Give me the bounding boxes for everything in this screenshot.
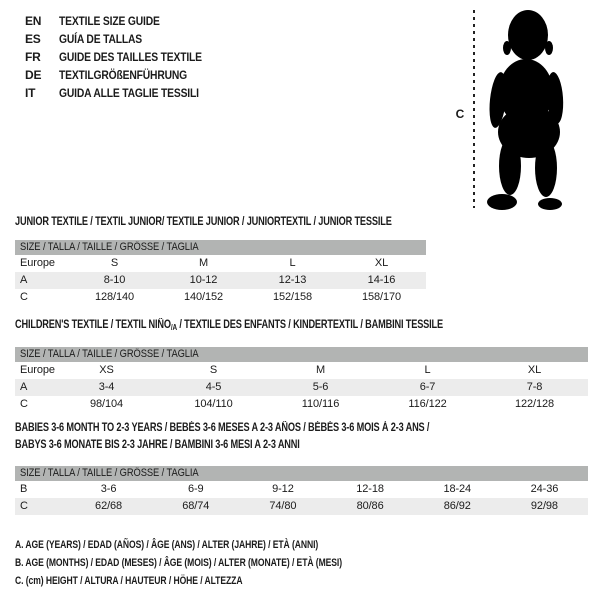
table-row-europe [15,362,588,379]
size-cell: M [315,364,326,376]
lang-title: GUIDA ALLE TAGLIE TESSILI [59,86,199,100]
language-header [25,12,225,102]
baby-silhouette-shape [487,10,565,210]
size-cell: S [110,257,119,269]
height-cell: 128/140 [94,291,135,303]
height-measure-dashed-line [473,10,475,208]
age-cell: 6-7 [419,381,436,393]
children-table-header-band [15,347,588,362]
age-cell: 18-24 [443,483,472,495]
row-label: A [20,274,28,286]
legend-line-c: C. (cm) HEIGHT / ALTURA / HAUTEUR / HÖHE / ALTEZZA [15,575,243,587]
age-cell: 4-5 [205,381,222,393]
table-row-height [15,289,426,306]
row-label: C [20,291,28,303]
height-cell: 152/158 [272,291,313,303]
lang-row-es [25,30,225,48]
age-cell: 6-9 [187,483,204,495]
row-label: C [20,398,28,410]
height-cell: 62/68 [95,500,123,512]
babies-table-title-line2: BABYS 3-6 MONATE BIS 2-3 JAHRE / BAMBINI 3-6 MESI A 2-3 ANNI [15,439,300,451]
babies-table-header-band [15,466,588,481]
legend-line-a: A. AGE (YEARS) / EDAD (AÑOS) / ÂGE (ANS) / ALTER (JAHRE) / ETÀ (ANNI) [15,539,319,551]
lang-title: TEXTILGRÖßENFÜHRUNG [59,68,188,82]
lang-code: EN [25,14,42,28]
lang-row-de [25,66,225,84]
babies-size-table [15,466,588,515]
size-band-label: SIZE / TALLA / TAILLE / GRÖSSE / TAGLIA [20,241,199,253]
children-title-subscript: /A [170,323,177,332]
lang-title: GUÍA DE TALLAS [59,32,143,46]
row-label: C [20,500,28,512]
lang-code: FR [25,50,41,64]
baby-silhouette-image [485,8,585,210]
lang-code: ES [25,32,41,46]
lang-title: TEXTILE SIZE GUIDE [59,14,160,28]
row-label: Europe [20,364,55,376]
height-cell: 80/86 [356,500,384,512]
size-cell: M [198,257,209,269]
height-cell: 86/92 [443,500,471,512]
junior-table-title: JUNIOR TEXTILE / TEXTIL JUNIOR/ TEXTILE JUNIOR / JUNIORTEXTIL / JUNIOR TESSILE [15,216,392,228]
size-cell: XL [374,257,389,269]
table-row-age-months [15,481,588,498]
height-cell: 158/170 [361,291,402,303]
age-cell: 8-10 [103,274,126,286]
row-label: A [20,381,28,393]
lang-row-it [25,84,225,102]
size-cell: L [289,257,296,269]
age-cell: 14-16 [367,274,396,286]
lang-row-fr [25,48,225,66]
height-cell: 92/98 [530,500,558,512]
age-cell: 12-13 [278,274,307,286]
size-cell: XL [527,364,542,376]
table-row-age [15,272,426,289]
height-measure-label: C [455,107,465,121]
size-band-label: SIZE / TALLA / TAILLE / GRÖSSE / TAGLIA [20,467,199,479]
table-row-height [15,396,588,413]
row-label: B [20,483,28,495]
lang-title: GUIDE DES TAILLES TEXTILE [59,50,202,64]
babies-table-title-line1: BABIES 3-6 MONTH TO 2-3 YEARS / BEBÉS 3-6 MESES A 2-3 AÑOS / BÉBÉS 3-6 MOIS À 2-3 ANS / [15,422,430,434]
age-cell: 5-6 [312,381,329,393]
size-cell: XS [99,364,114,376]
age-cell: 7-8 [526,381,543,393]
height-cell: 122/128 [514,398,555,410]
height-cell: 140/152 [183,291,224,303]
height-cell: 74/80 [269,500,297,512]
legend [15,536,434,590]
age-cell: 9-12 [272,483,294,495]
lang-code: DE [25,68,42,82]
children-size-table [15,347,588,413]
children-title-suffix: / TEXTILE DES ENFANTS / KINDERTEXTIL / BAMBINI TESSILE [176,319,443,331]
legend-line-b: B. AGE (MONTHS) / EDAD (MESES) / ÂGE (MOIS) / ALTER (MONATE) / ETÀ (MESI) [15,557,343,569]
lang-code: IT [25,86,36,100]
age-cell: 12-18 [356,483,384,495]
children-title-prefix: CHILDREN'S TEXTILE / TEXTIL NIÑO [15,319,171,331]
age-cell: 3-4 [98,381,115,393]
size-cell: L [424,364,431,376]
table-row-age [15,379,588,396]
age-cell: 3-6 [100,483,117,495]
height-cell: 116/122 [408,398,447,410]
junior-table-header-band [15,240,426,255]
size-cell: S [209,364,218,376]
height-cell: 104/110 [194,398,233,410]
children-table-title [15,319,443,332]
height-cell: 68/74 [182,500,210,512]
lang-row-en [25,12,225,30]
size-band-label: SIZE / TALLA / TAILLE / GRÖSSE / TAGLIA [20,348,199,360]
age-cell: 24-36 [530,483,559,495]
height-cell: 98/104 [89,398,124,410]
table-row-europe [15,255,426,272]
age-cell: 10-12 [189,274,218,286]
height-cell: 110/116 [301,398,340,410]
table-row-height [15,498,588,515]
row-label: Europe [20,257,55,269]
junior-size-table [15,240,426,306]
